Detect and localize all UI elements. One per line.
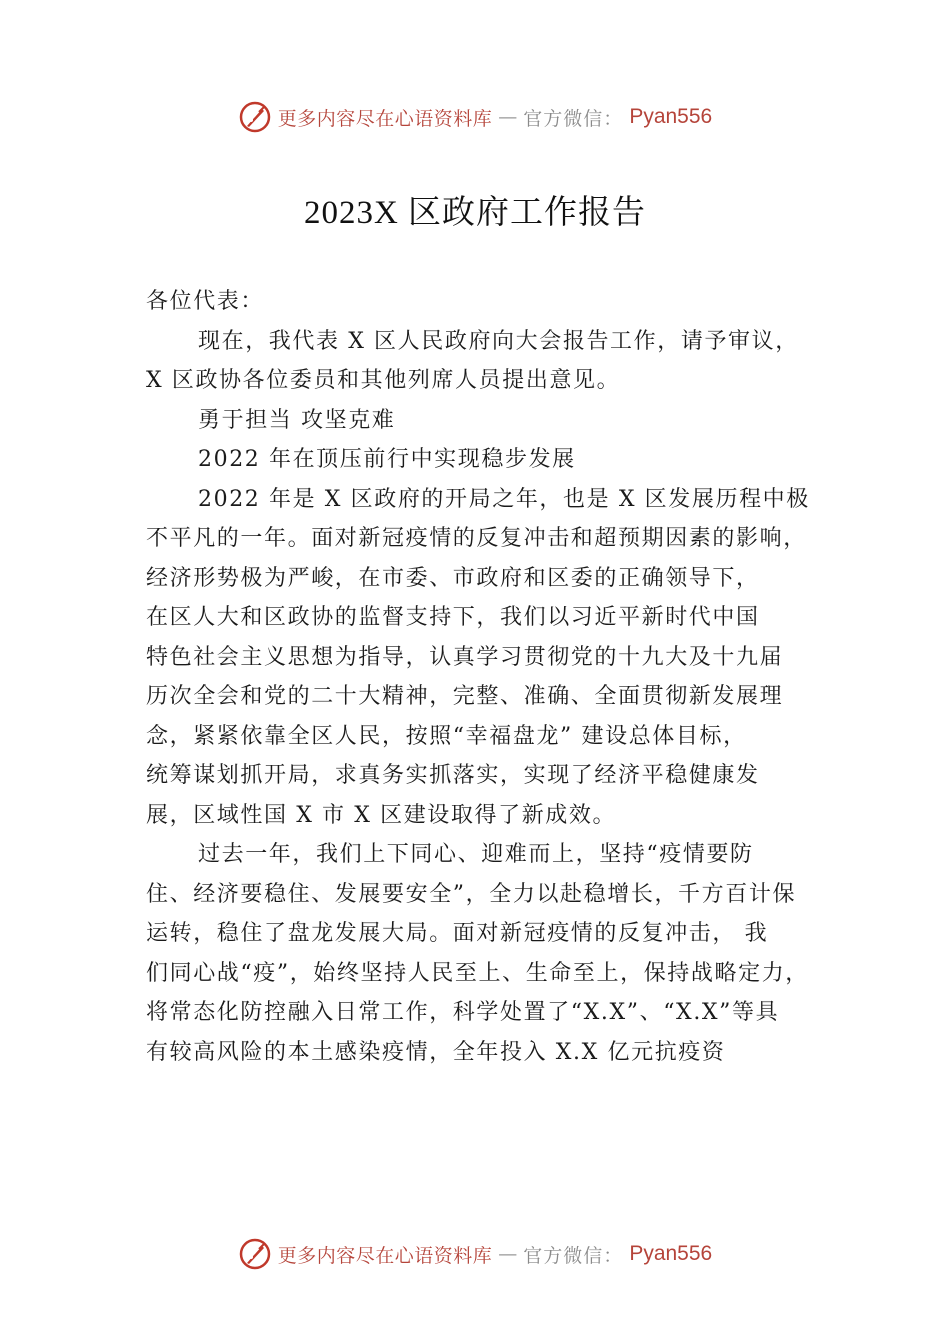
watermark-text: 更多内容尽在心语资料库 (277, 107, 493, 130)
watermark-wechat-id: Pyan556 (629, 1242, 713, 1265)
quill-logo-icon (238, 100, 272, 134)
text-line: 2022 年是 X 区政府的开局之年，也是 X 区发展历程中极 (198, 486, 810, 512)
watermark-wechat-label: 官方微信： (523, 1244, 624, 1267)
text-line: 经济形势极为严峻，在市委、市政府和区委的正确领导下， (146, 565, 760, 591)
text-line: 在区人大和区政协的监督支持下，我们以习近平新时代中国 (146, 605, 760, 630)
text-line: 运转，稳住了盘龙发展大局。面对新冠疫情的反复冲击， 我 (146, 921, 769, 946)
text-line: 过去一年，我们上下同心、迎难而上，坚持“疫情要防 (198, 842, 754, 867)
watermark-separator: — (498, 106, 518, 128)
text-line: 勇于担当 攻坚克难 (198, 407, 396, 433)
text-line: 将常态化防控融入日常工作，科学处置了“X.X”、“X.X”等具 (146, 1000, 780, 1025)
text-line: 特色社会主义思想为指导，认真学习贯彻党的十九大及十九届 (146, 644, 784, 670)
quill-logo-icon (238, 1237, 272, 1271)
watermark-text: 更多内容尽在心语资料库 (277, 1244, 493, 1267)
document-body (146, 282, 836, 1072)
watermark-banner-top (0, 95, 950, 139)
text-line: 历次全会和党的二十大精神，完整、准确、全面贯彻新发展理 (146, 684, 784, 709)
text-line: X 区政协各位委员和其他列席人员提出意见。 (146, 368, 621, 393)
text-line: 们同心战“疫”，始终坚持人民至上、生命至上，保持战略定力， (146, 960, 809, 986)
document-title: 2023X 区政府工作报告 (303, 195, 647, 231)
watermark-wechat-id: Pyan556 (629, 105, 713, 128)
text-line: 展，区域性国 X 市 X 区建设取得了新成效。 (146, 802, 617, 828)
text-line: 各位代表： (146, 289, 265, 314)
watermark-wechat-label: 官方微信： (523, 107, 624, 130)
text-line: 2022 年在顶压前行中实现稳步发展 (198, 447, 576, 472)
text-line: 念，紧紧依靠全区人民，按照“幸福盘龙” 建设总体目标， (146, 723, 747, 749)
text-line: 现在，我代表 X 区人民政府向大会报告工作，请予审议， (198, 328, 799, 354)
text-line: 统筹谋划抓开局，求真务实抓落实，实现了经济平稳健康发 (146, 763, 760, 788)
watermark-banner-bottom (0, 1232, 950, 1276)
watermark-separator: — (498, 1243, 518, 1265)
text-line: 住、经济要稳住、发展要安全”，全力以赴稳增长，千方百计保 (146, 881, 797, 907)
text-line: 不平凡的一年。面对新冠疫情的反复冲击和超预期因素的影响， (146, 526, 807, 551)
text-line: 有较高风险的本土感染疫情，全年投入 X.X 亿元抗疫资 (146, 1039, 726, 1065)
